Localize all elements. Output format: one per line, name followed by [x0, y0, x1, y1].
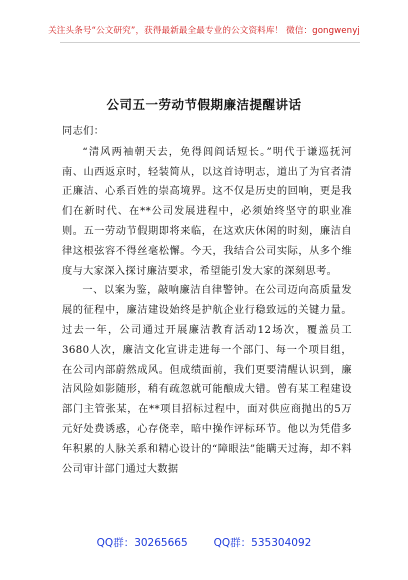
document-title: 公司五一劳动节假期廉洁提醒讲话 — [106, 97, 302, 112]
footer-qq-group-1: QQ群：30265665 — [96, 537, 188, 549]
header-divider — [60, 42, 360, 43]
body-paragraph-1: “清风两袖朝天去，免得闾阎话短长。”明代于谦巡抚河南、山西返京时，轻装简从，以这首诗明志，道出了为官者清正廉洁、心系百姓的崇高境界。这不仅是历史的回响，更是我们在新时代、在**公司发展进程中，必须始终坚守的职业准则。五一劳动节假期即将来临，在这欢庆休闲的时刻，廉洁自律这根弦容不得丝毫松懈。今天，我结合公司实际，从多个维度与大家深入探讨廉洁要求，希望能引发大家的深刻思考。 — [62, 146, 352, 277]
header-banner: 关注头条号“公文研究”，获得最新最全最专业的公文资料库！ 微信：gongwenyj — [48, 26, 360, 36]
document-body — [62, 122, 352, 479]
salutation: 同志们： — [62, 126, 105, 137]
footer-qq-group-2: QQ群：535304092 — [213, 537, 312, 549]
footer — [0, 535, 408, 550]
body-paragraph-2: 一、以案为鉴，敲响廉洁自律警钟。在公司迈向高质量发展的征程中，廉洁建设始终是护航企业行稳致远的关键力量。过去一年，公司通过开展廉洁教育活动12场次，覆盖员工3680人次，廉洁文化宣讲走进每一个部门、每一个项目组，在公司内部蔚然成风。但成绩面前，我们更要清醒认识到，廉洁风险如影随形，稍有疏忽就可能酿成大错。曾有某工程建设部门主管张某，在**项目招标过程中，面对供应商抛出的5万元好处费诱惑，心存侥幸，暗中操作评标环节。他以为凭借多年积累的人脉关系和精心设计的“障眼法”能瞒天过海，却不料公司审计部门通过大数据 — [62, 285, 352, 475]
